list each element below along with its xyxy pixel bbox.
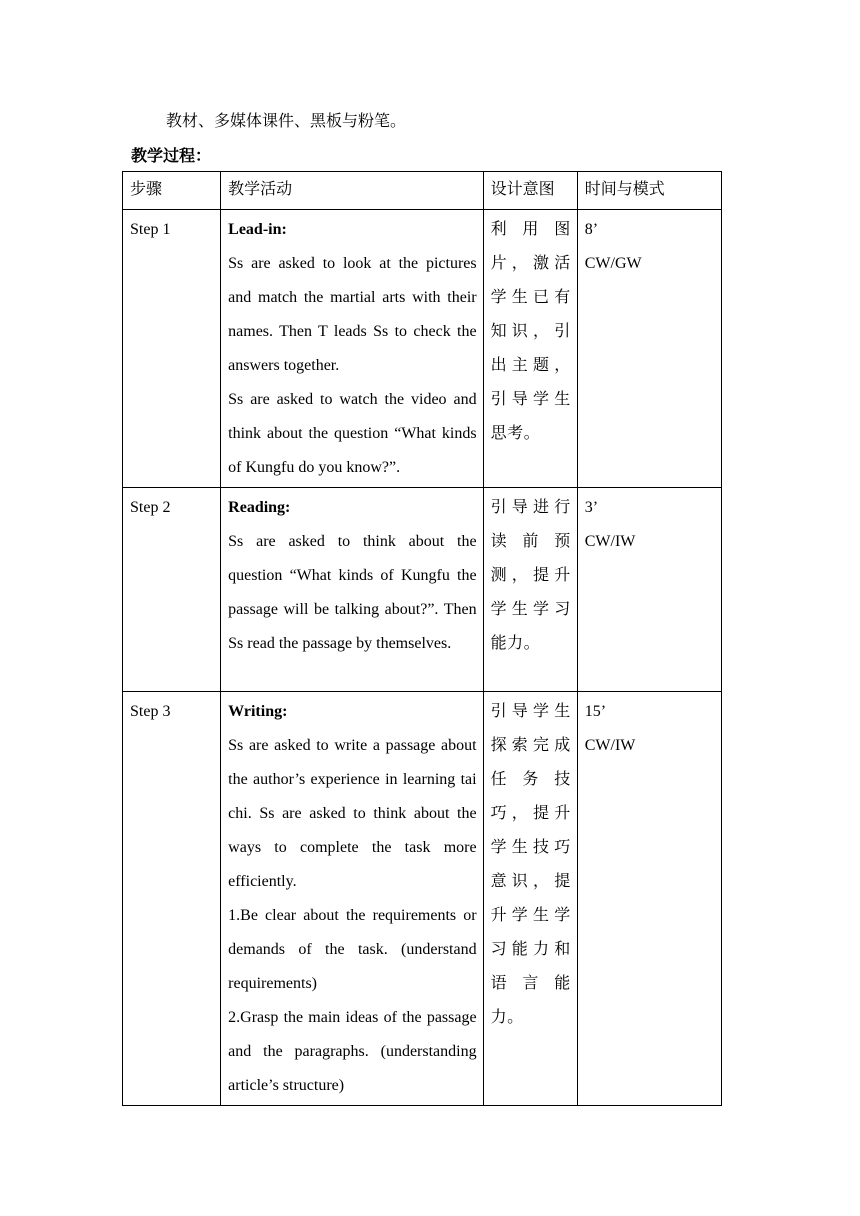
step-cell: Step 3 <box>123 692 221 1106</box>
header-step: 步骤 <box>123 172 221 210</box>
header-time-mode: 时间与模式 <box>577 172 721 210</box>
activity-title: Writing: <box>228 703 288 720</box>
teaching-process-table <box>122 171 722 1106</box>
time-mode-cell <box>577 210 721 488</box>
activity-title: Reading: <box>228 499 291 516</box>
intent-cell: 利用图片，激活学生已有知识，引出主题，引导学生思考。 <box>483 210 577 488</box>
header-intent: 设计意图 <box>483 172 577 210</box>
activity-paragraph: Ss are asked to look at the pictures and match the martial arts with their names. Then T leads Ss to check the answers together. <box>228 255 477 374</box>
mode-value: CW/GW <box>584 255 642 272</box>
activity-paragraph: Ss are asked to think about the question “What kinds of Kungfu the passage will be talking about?”. Then Ss read the passage by themselves. <box>228 533 477 652</box>
activity-cell <box>221 210 483 488</box>
teaching-process-heading: 教学过程： <box>131 148 212 165</box>
table-header-row <box>123 172 722 210</box>
step-cell: Step 2 <box>123 488 221 692</box>
time-mode-cell <box>577 488 721 692</box>
activity-paragraph: Ss are asked to write a passage about the author’s experience in learning tai chi. Ss are asked to think about the ways to complete the task more efficiently. <box>228 737 477 890</box>
table-row <box>123 488 722 692</box>
activity-cell <box>221 488 483 692</box>
time-value: 8’ <box>584 221 599 238</box>
mode-value: CW/IW <box>584 533 636 550</box>
table-row <box>123 210 722 488</box>
time-value: 15’ <box>584 703 607 720</box>
time-value: 3’ <box>584 499 599 516</box>
table-row <box>123 692 722 1106</box>
activity-title: Lead-in: <box>228 221 287 238</box>
activity-paragraph: Ss are asked to watch the video and think about the question “What kinds of Kungfu do you know?”. <box>228 391 477 476</box>
step-cell: Step 1 <box>123 210 221 488</box>
header-activity: 教学活动 <box>221 172 483 210</box>
activity-cell <box>221 692 483 1106</box>
activity-paragraph: 1.Be clear about the requirements or demands of the task. (understand requirements) <box>228 907 477 992</box>
activity-paragraph: 2.Grasp the main ideas of the passage and the paragraphs. (understanding article’s structure) <box>228 1009 477 1094</box>
materials-line: 教材、多媒体课件、黑板与粉笔。 <box>166 113 407 130</box>
intent-cell: 引导学生探索完成任务技巧，提升学生技巧意识，提升学生学习能力和语言能力。 <box>483 692 577 1106</box>
mode-value: CW/IW <box>584 737 636 754</box>
time-mode-cell <box>577 692 721 1106</box>
intent-cell: 引导进行读前预测，提升学生学习能力。 <box>483 488 577 692</box>
